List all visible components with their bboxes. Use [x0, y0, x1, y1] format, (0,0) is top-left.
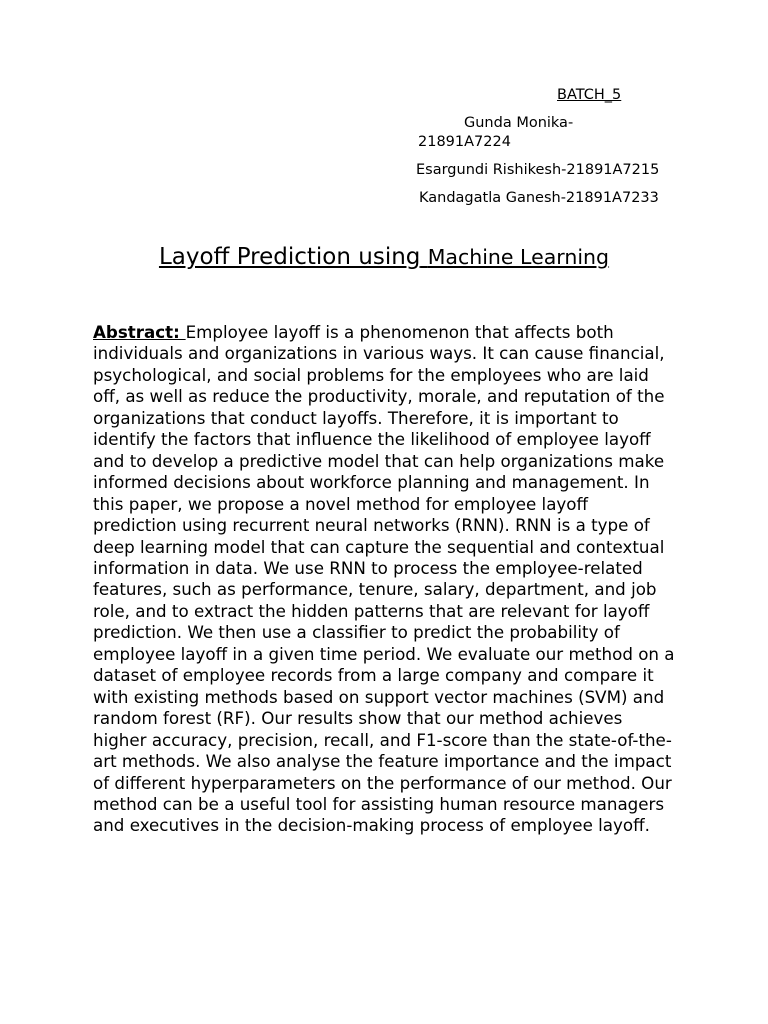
title-part-1: Layoff Prediction using [158, 244, 421, 270]
author-1: Gunda Monika-21891A7224 [418, 115, 574, 150]
abstract-text: Employee layoff is a phenomenon that affects both individuals and organizations in various ways. It can cause financial, psychological, and social problems for the employees who are laid off, as well as reduce the productivity, morale, and reputation of the organizations that conduct layoffs. Therefore, it is important to identify the factors that influence the likelihood of employee layoff and to develop a predictive model that can help organizations make informed decisions about workforce planning and management. In this paper, we propose a novel method for employee layoff prediction using recurrent neural networks (RNN). RNN is a type of deep learning model that can capture the sequential and contextual information in data. We use RNN to process the employee-related features, such as performance, tenure, salary, department, and job role, and to extract the hidden patterns that are relevant for layoff prediction. We then use a classifier to predict the probability of employee layoff in a given time period. We evaluate our method on a dataset of employee records from a large company and compare it with existing methods based on support vector machines (SVM) and random forest (RF). Our results show that our method achieves higher accuracy, precision, recall, and F1-score than the state-of-the-art methods. We also analyse the feature importance and the impact of different hyperparameters on the performance of our method. Our method can be a useful tool for assisting human resource managers and executives in the decision-making process of employee layoff. [93, 322, 675, 836]
abstract-paragraph [93, 322, 675, 837]
abstract-label: Abstract: [93, 322, 186, 342]
batch-label: BATCH_5 [557, 87, 622, 103]
title-part-2: Machine Learning [427, 245, 610, 269]
author-3: Kandagatla Ganesh-21891A7233 [419, 190, 659, 206]
author-2: Esargundi Rishikesh-21891A7215 [416, 162, 660, 178]
paper-title [0, 244, 768, 270]
